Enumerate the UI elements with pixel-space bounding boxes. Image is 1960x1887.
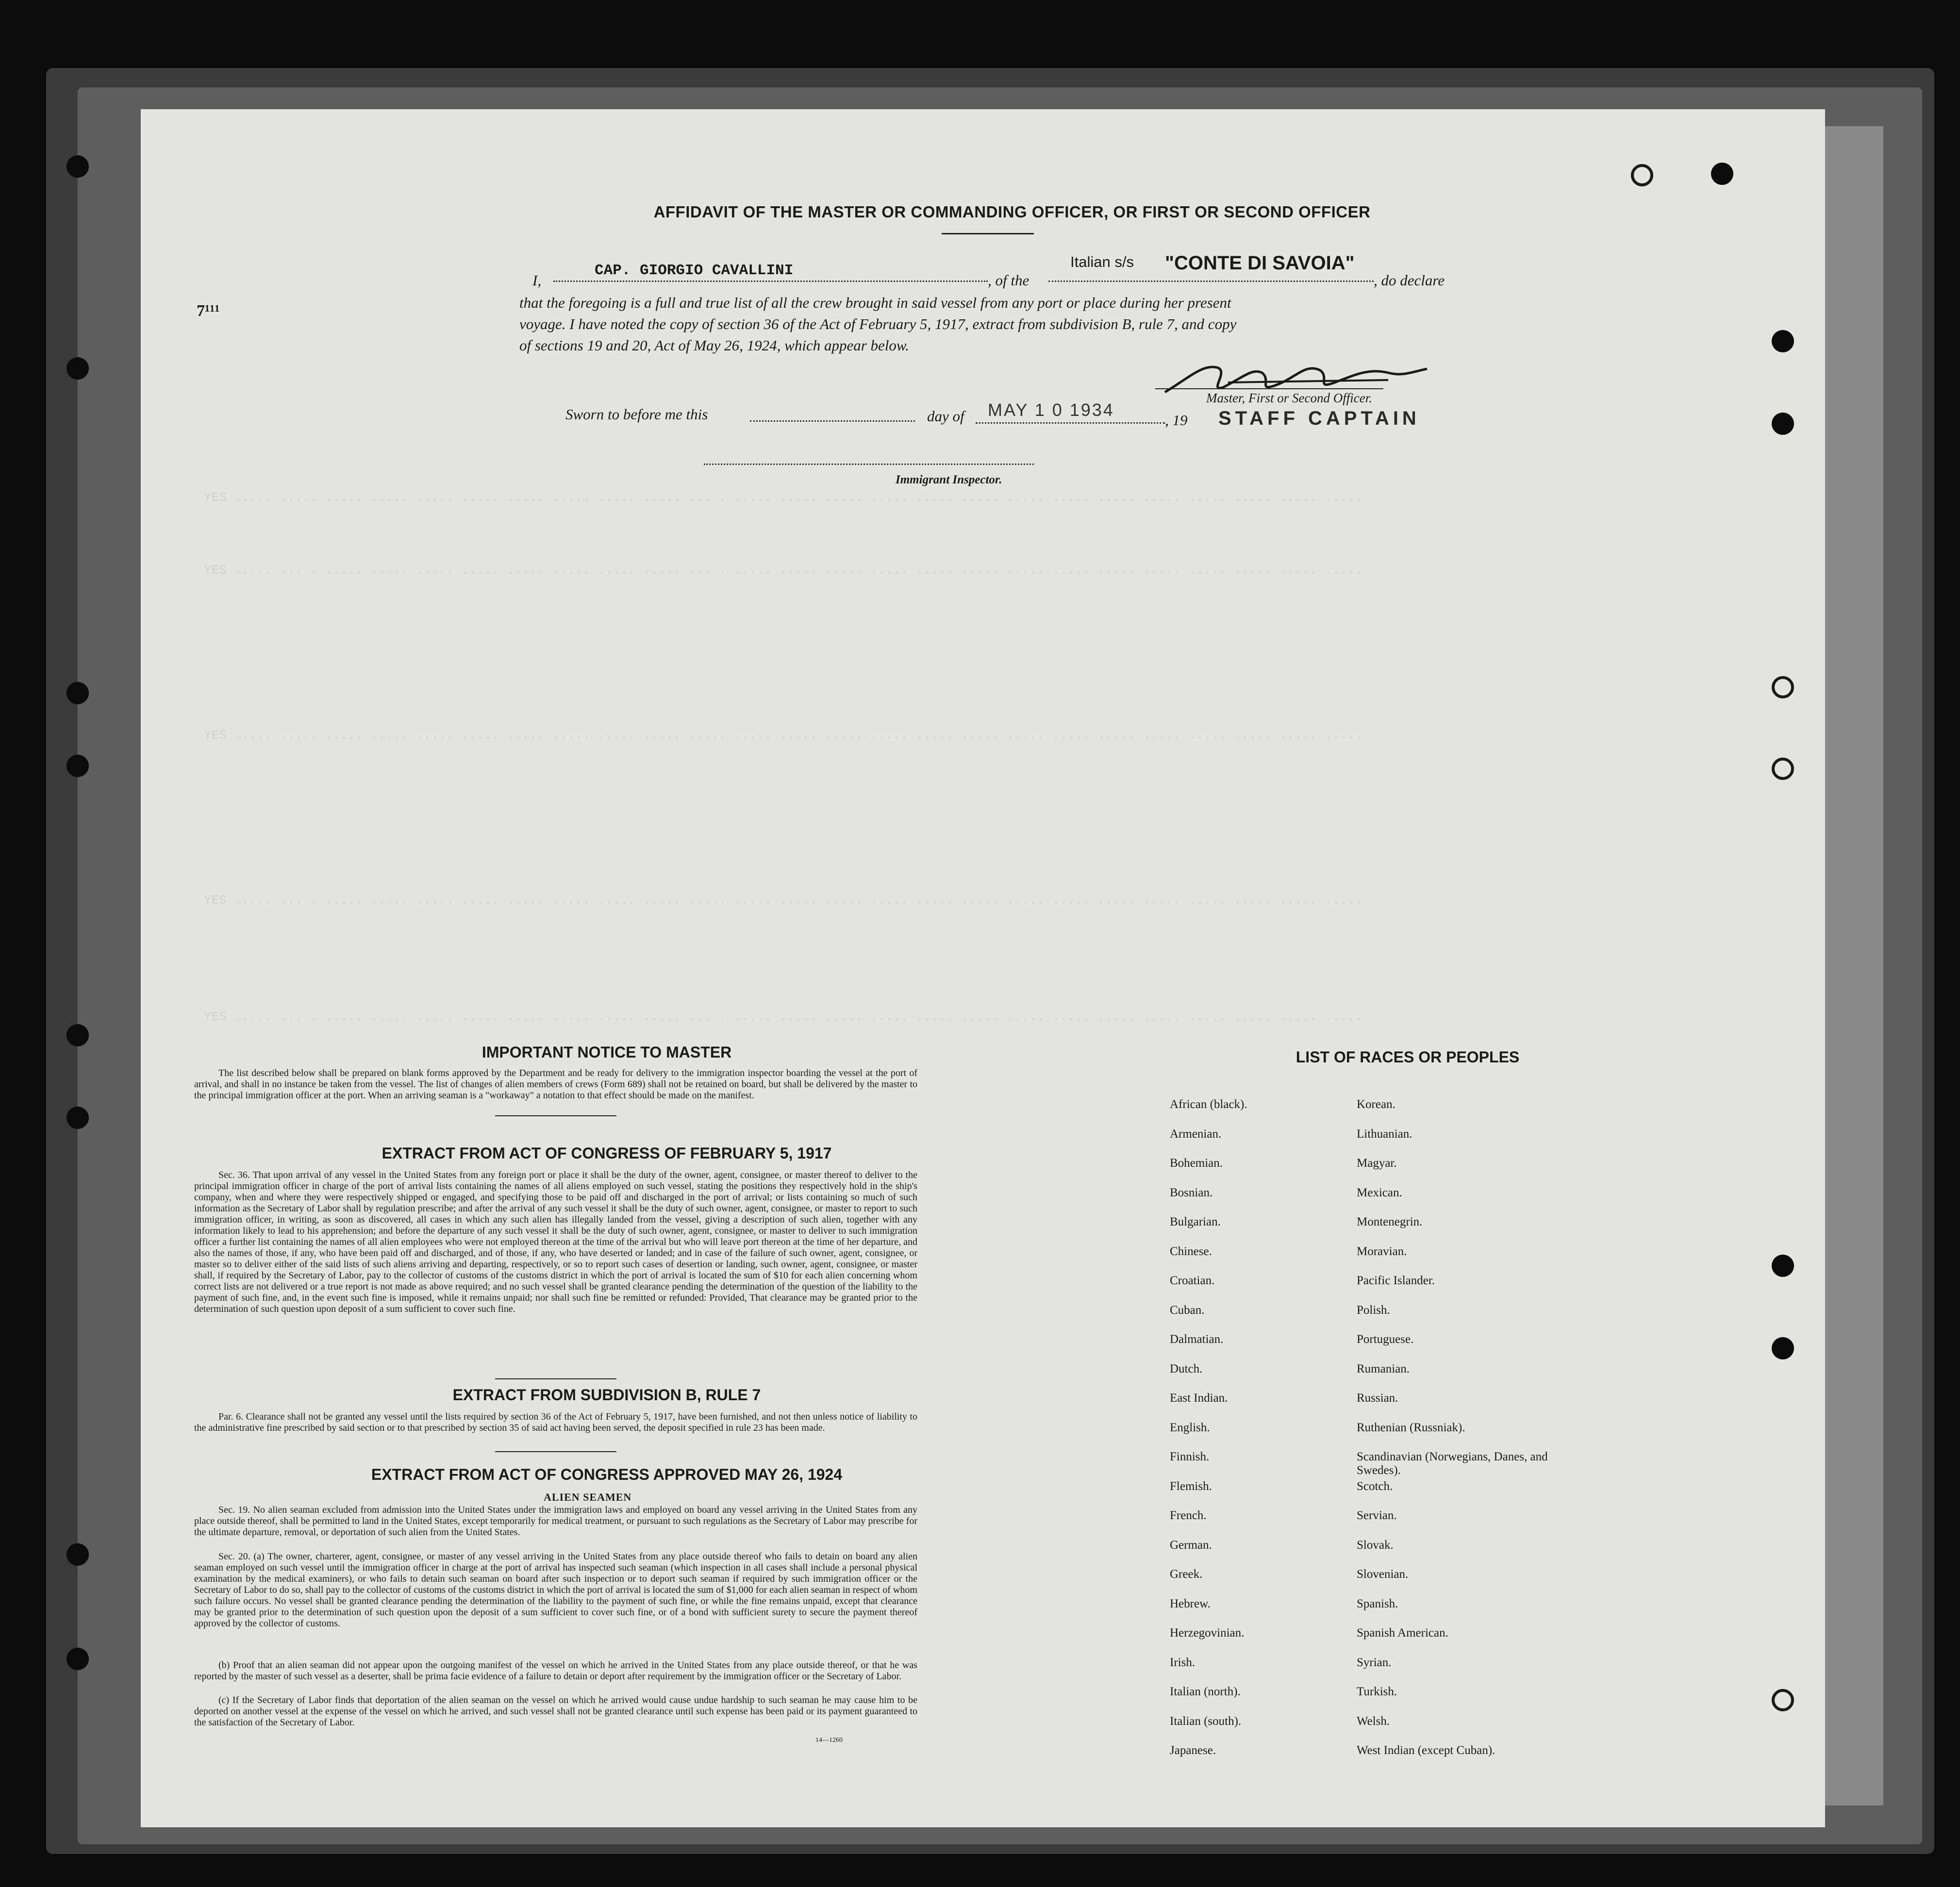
binder-hole [1711, 163, 1733, 185]
signature-line [1155, 388, 1383, 389]
page-stack-edge [1825, 126, 1883, 1805]
binder-ring [1772, 1689, 1794, 1711]
act-1924-sec-19: Sec. 19. No alien seaman excluded from admission into the United States under the immigration laws and employed on board any vessel arriving in the United States from any place outside thereof, shall be permitted to land in the United States, except temporarily for medical treatment, or pursuant to such regulations as the Secretary of Labor may prescribe for the ultimate departure, removal, or deportation of such alien from the United States. [194, 1505, 917, 1538]
binder-hole [66, 1024, 89, 1046]
race-item: English. [1170, 1421, 1210, 1434]
inspector-label: Immigrant Inspector. [896, 473, 1002, 486]
declarant-line [553, 281, 988, 282]
race-item: Magyar. [1357, 1157, 1397, 1170]
race-item: East Indian. [1170, 1391, 1228, 1405]
race-item: Finnish. [1170, 1450, 1210, 1463]
race-item: Bosnian. [1170, 1186, 1213, 1199]
race-item: Dutch. [1170, 1362, 1203, 1375]
race-item: Mexican. [1357, 1186, 1402, 1199]
binder-hole [66, 155, 89, 178]
race-item: Dalmatian. [1170, 1333, 1224, 1346]
affidavit-line-1: that the foregoing is a full and true list of all the crew brought in said vessel from any port or place during her present [519, 294, 1231, 311]
race-item: Bohemian. [1170, 1157, 1223, 1170]
race-item: Ruthenian (Russniak). [1357, 1421, 1465, 1434]
binder-hole [66, 682, 89, 704]
affidavit-title: AFFIDAVIT OF THE MASTER OR COMMANDING OFFICER, OR FIRST OR SECOND OFFICER [653, 203, 1371, 221]
year-prefix: , 19 [1165, 412, 1188, 429]
ship-line [1048, 281, 1374, 282]
binder-ring [1772, 758, 1794, 780]
act-1917-title: EXTRACT FROM ACT OF CONGRESS OF FEBRUARY 5, 1917 [382, 1144, 832, 1162]
bleed-through-text: YES ..... ..... ..... ..... ..... ..... ..... ..... ..... ..... ..... ..... ..... ..... ..... ..... ..... ..... ..... ..... ..... ..... ..... ..... ..... [204, 563, 1363, 578]
race-item: Pacific Islander. [1357, 1274, 1435, 1287]
margin-mark: 7¹¹¹ [197, 302, 220, 320]
race-item: Armenian. [1170, 1127, 1222, 1141]
race-item: German. [1170, 1538, 1212, 1552]
binder-ring [1631, 164, 1653, 186]
race-item: Irish. [1170, 1655, 1196, 1669]
race-item: Italian (south). [1170, 1714, 1242, 1728]
act-1924-sec-20b: (b) Proof that an alien seaman did not appear upon the outgoing manifest of the vessel on which he arrived in the United States from any place outside thereof, or that he was reported by the master of such vessel as a deserter, shall be prima facie evidence of a failure to detain or deport after requirement by the immigration officer or the Secretary of Labor. [194, 1660, 917, 1682]
race-item: French. [1170, 1509, 1207, 1522]
race-item: West Indian (except Cuban). [1357, 1744, 1495, 1757]
race-item: Hebrew. [1170, 1597, 1211, 1610]
rule-7-divider [495, 1451, 616, 1452]
declarant-name: CAP. GIORGIO CAVALLINI [595, 262, 794, 279]
race-item: Portuguese. [1357, 1333, 1414, 1346]
rule-7-title: EXTRACT FROM SUBDIVISION B, RULE 7 [452, 1386, 761, 1404]
signer-role: Master, First or Second Officer. [1206, 391, 1372, 405]
race-item: Welsh. [1357, 1714, 1390, 1728]
title-underline [942, 233, 1034, 234]
race-item: Greek. [1170, 1568, 1203, 1581]
binder-hole [1772, 1337, 1794, 1359]
race-item: Japanese. [1170, 1744, 1216, 1757]
binder-hole [1772, 330, 1794, 352]
of-the: , of the [988, 272, 1030, 289]
race-item: Russian. [1357, 1391, 1398, 1405]
binder-hole [66, 1107, 89, 1129]
sworn-label: Sworn to before me this [565, 406, 708, 423]
race-item: Herzegovinian. [1170, 1626, 1245, 1639]
notice-divider [495, 1115, 616, 1116]
alien-seamen-subtitle: ALIEN SEAMEN [544, 1491, 632, 1503]
ship-nationality: Italian s/s [1070, 253, 1134, 270]
ship-name: "CONTE DI SAVOIA" [1165, 252, 1355, 274]
binder-hole [66, 357, 89, 380]
act-1924-sec-20c: (c) If the Secretary of Labor finds that deportation of the alien seaman on the vessel on which he arrived would cause undue hardship to such seaman he may cause him to be deported on another vessel at the expense of the vessel on which he arrived, and such vessel shall not be granted clearance until such expense has been paid or its payment guaranteed to the satisfaction of the Secretary of Labor. [194, 1695, 917, 1728]
race-item: Croatian. [1170, 1274, 1215, 1287]
bleed-through-text: YES ..... ..... ..... ..... ..... ..... ..... ..... ..... ..... ..... ..... ..... ..... ..... ..... ..... ..... ..... ..... ..... ..... ..... ..... ..... [204, 728, 1363, 743]
race-item: African (black). [1170, 1098, 1247, 1111]
race-item: Syrian. [1357, 1655, 1392, 1669]
race-item: Scotch. [1357, 1479, 1393, 1493]
bleed-through-text: YES ..... ..... ..... ..... ..... ..... ..... ..... ..... ..... ..... ..... ..... ..... ..... ..... ..... ..... ..... ..... ..... ..... ..... ..... ..... [204, 893, 1363, 908]
race-item: Scandinavian (Norwegians, Danes, and Swedes). [1357, 1450, 1548, 1477]
race-item: Rumanian. [1357, 1362, 1410, 1375]
act-1917-text: Sec. 36. That upon arrival of any vessel in the United States from any foreign port or place it shall be the duty of the owner, agent, consignee, or master thereof to deliver to the principal immigration officer in charge of the port of arrival lists containing the names of all aliens employed on such vessel, stating the positions they respectively hold in the ship's company, when and where they were respectively shipped or engaged, and specifying those to be paid off and discharged in the port of arrival; or lists containing so much of such information as the Secretary of Labor shall by regulation prescribe; and after the arrival of any such vessel it shall be the duty of such owner, agent, consignee, or master to report to such immigration officer, in writing, as soon as discovered, all cases in which any such alien has illegally landed from the vessel, giving a description of such alien, together with any information likely to lead to his apprehension; and before the departure of any such vessel it shall be the duty of such owner, agent, consignee, or master to deliver to such immigration officer a further list containing the names of all alien employees who were not employed thereon at the time of the arrival but who will leave port thereon at the time of her departure, and also the names of those, if any, who have been paid off and discharged, and of those, if any, who have deserted or landed; and in case of the failure of such owner, agent, consignee, or master so to deliver either of the said lists of such aliens arriving and departing, respectively, or so to report such cases of desertion or landing, such owner, agent, consignee, or master shall, if required by the Secretary of Labor, pay to the collector of customs of the customs district in which the port of arrival is located the sum of $10 for each alien concerning whom correct lists are not delivered or a true report is not made as above required; and no such vessel shall be granted clearance pending the determination of the question of the liability to the payment of such fine, and, in the event such fine is imposed, while it remains unpaid; nor shall such fine be remitted or refunded: Provided, That clearance may be granted prior to the determination of such question upon deposit of a sum sufficient to cover such fine. [194, 1170, 917, 1314]
race-item: Slovak. [1357, 1538, 1394, 1552]
form-number: 14—1260 [815, 1737, 843, 1744]
race-item: Lithuanian. [1357, 1127, 1412, 1141]
binder-hole [66, 1648, 89, 1670]
act-1924-sec-20a: Sec. 20. (a) The owner, charterer, agent, consignee, or master of any vessel arriving in the United States from any place outside thereof who fails to detain on board any alien seaman employed on such vessel until the immigration officer in charge at the port of arrival has inspected such seaman (which inspection in all cases shall include a personal physical examination by the medical examiners), or who fails to detain such seaman on board after such inspection or to deport such seaman if required by such immigration officer or the Secretary of Labor to do so, shall pay to the collector of customs of the customs district in which the port of arrival is located the sum of $1,000 for each alien seaman in respect of whom such failure occurs. No vessel shall be granted clearance pending the determination of the liability to the payment of such fine, or while the fine remains unpaid, except that clearance may be granted prior to the determination of such question upon the deposit of a sum sufficient to cover such fine, or of a bond with sufficient surety to secure the payment thereof approved by the collector of customs. [194, 1551, 917, 1629]
do-declare: , do declare [1374, 272, 1445, 289]
affidavit-line-2: voyage. I have noted the copy of section 36 of the Act of February 5, 1917, extract from subdivision B, rule 7, and copy [519, 315, 1237, 332]
race-item: Flemish. [1170, 1479, 1212, 1493]
race-item: Chinese. [1170, 1244, 1212, 1258]
race-item: Moravian. [1357, 1244, 1407, 1258]
binder-ring [1772, 676, 1794, 698]
bleed-through-text: YES ..... ..... ..... ..... ..... ..... ..... ..... ..... ..... ..... ..... ..... ..... ..... ..... ..... ..... ..... ..... ..... ..... ..... ..... ..... [204, 1010, 1363, 1024]
binder-hole [1772, 1255, 1794, 1277]
rule-7-text: Par. 6. Clearance shall not be granted any vessel until the lists required by section 36 of the Act of February 5, 1917, have been furnished, and not then unless notice of liability to the administrative fine prescribed by said section or to that prescribed by section 35 of said act having been served, the deposit specified in rule 23 has been made. [194, 1411, 917, 1433]
declarant-prefix: I, [532, 272, 542, 289]
binder-hole [66, 1543, 89, 1566]
affidavit-line-3: of sections 19 and 20, Act of May 26, 1924, which appear below. [519, 337, 910, 354]
race-item: Spanish American. [1357, 1626, 1448, 1639]
notice-title: IMPORTANT NOTICE TO MASTER [482, 1043, 732, 1061]
races-title: LIST OF RACES OR PEOPLES [1296, 1048, 1520, 1066]
notice-text: The list described below shall be prepared on blank forms approved by the Department and be ready for delivery to the immigration inspector boarding the vessel at the port of arrival, and shall in no instance be taken from the vessel. The list of changes of alien members of crews (Form 689) shall not be retained on board, but shall be delivered by the master to the principal immigration officer at the port. When an arriving seaman is a "workaway" a notation to that effect should be made on the manifest. [194, 1068, 917, 1101]
race-item: Polish. [1357, 1303, 1390, 1317]
date-stamp: MAY 1 0 1934 [988, 400, 1114, 420]
inspector-line [704, 463, 1034, 465]
race-item: Montenegrin. [1357, 1215, 1423, 1228]
binder-hole [1772, 413, 1794, 435]
sworn-date-line [976, 422, 1165, 424]
race-item: Turkish. [1357, 1685, 1397, 1698]
bleed-through-text: YES ..... ..... ..... ..... ..... ..... ..... ..... ..... ..... ..... ..... ..... ..... ..... ..... ..... ..... ..... ..... ..... ..... ..... ..... ..... [204, 490, 1363, 505]
act-1924-title: EXTRACT FROM ACT OF CONGRESS APPROVED MAY 26, 1924 [371, 1466, 843, 1483]
race-item: Slovenian. [1357, 1568, 1409, 1581]
race-item: Italian (north). [1170, 1685, 1241, 1698]
race-item: Korean. [1357, 1098, 1395, 1111]
race-item: Spanish. [1357, 1597, 1398, 1610]
race-item: Bulgarian. [1170, 1215, 1221, 1228]
act-1917-divider [495, 1378, 616, 1379]
day-of-label: day of [927, 408, 964, 425]
sworn-day-line [750, 420, 915, 422]
staff-captain-stamp: STAFF CAPTAIN [1218, 408, 1420, 429]
binder-hole [66, 755, 89, 777]
race-item: Servian. [1357, 1509, 1397, 1522]
race-item: Cuban. [1170, 1303, 1205, 1317]
